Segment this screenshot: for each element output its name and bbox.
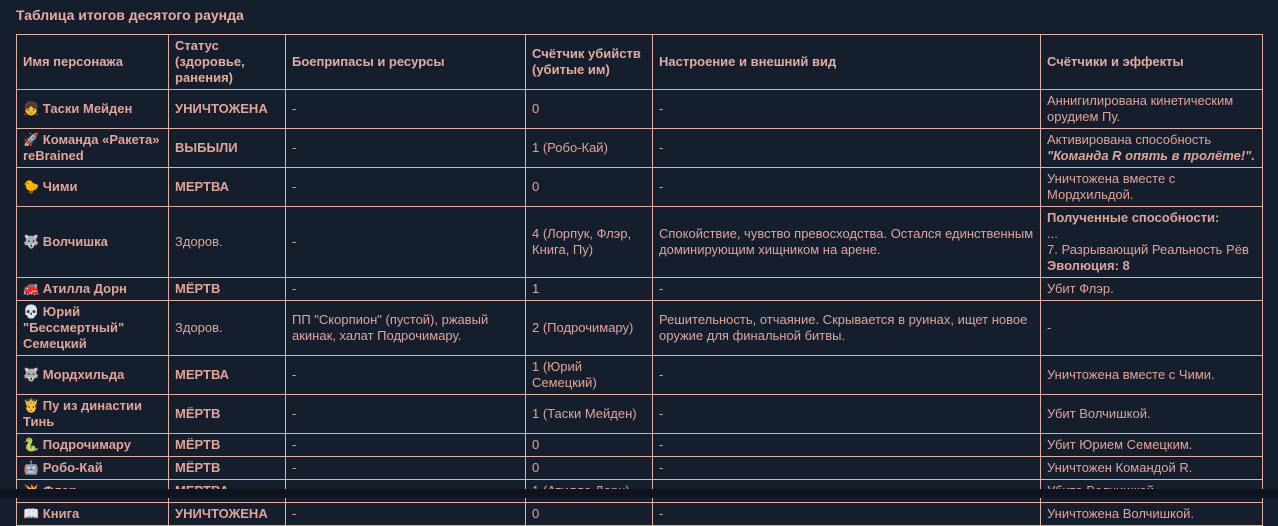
- kills-cell: 0: [526, 168, 653, 207]
- column-header-mood: Настроение и внешний вид: [653, 35, 1041, 90]
- text-run: Полученные способности:: [1047, 210, 1220, 225]
- wolf-icon: 🐺: [23, 234, 40, 249]
- character-name: Волчишка: [39, 234, 108, 249]
- status-cell: МЁРТВ: [169, 457, 286, 480]
- mood-cell: -: [653, 503, 1041, 526]
- table-row: [17, 207, 1263, 278]
- character-name: Юрий "Бессмертный" Семецкий: [23, 304, 125, 351]
- table-header-row: [17, 35, 1263, 90]
- character-name-cell: [17, 168, 169, 207]
- table-row: [17, 434, 1263, 457]
- table-row: [17, 395, 1263, 434]
- window-bottom-edge: [0, 489, 1278, 498]
- character-name-cell: [17, 434, 169, 457]
- text-run: "Команда R опять в пролёте!".: [1047, 148, 1255, 163]
- character-name: Таски Мейден: [39, 101, 133, 116]
- text-run: ...: [1047, 226, 1058, 241]
- status-cell: УНИЧТОЖЕНА: [169, 503, 286, 526]
- text-run: Активирована способность: [1047, 132, 1212, 147]
- effects-cell: [1041, 90, 1263, 129]
- ammo-cell: -: [286, 278, 526, 301]
- ammo-cell: -: [286, 129, 526, 168]
- results-table: [16, 34, 1263, 526]
- chick-icon: 🐤: [23, 179, 40, 194]
- ammo-cell: -: [286, 395, 526, 434]
- effects-cell: [1041, 356, 1263, 395]
- table-row: [17, 301, 1263, 356]
- status-cell: МЁРТВ: [169, 434, 286, 457]
- kills-cell: 4 (Лорпук, Флэр, Книга, Пу): [526, 207, 653, 278]
- mood-cell: -: [653, 356, 1041, 395]
- effects-cell: [1041, 301, 1263, 356]
- results-table-body: [17, 90, 1263, 526]
- character-name-cell: [17, 129, 169, 168]
- text-run: Убит Флэр.: [1047, 281, 1114, 296]
- text-run: Уничтожена вместе с Чими.: [1047, 367, 1215, 382]
- character-name-cell: [17, 207, 169, 278]
- text-run: 7. Разрывающий Реальность Рёв: [1047, 242, 1249, 257]
- column-header-kills: Счётчик убийств (убитые им): [526, 35, 653, 90]
- character-name-cell: [17, 457, 169, 480]
- column-header-effects: Счётчики и эффекты: [1041, 35, 1263, 90]
- character-name: Пу из династии Тинь: [23, 398, 142, 429]
- status-cell: МЕРТВА: [169, 168, 286, 207]
- character-name-cell: [17, 395, 169, 434]
- robot-icon: 🤖: [23, 460, 40, 475]
- page-title: Таблица итогов десятого раунда: [16, 7, 244, 23]
- ammo-cell: -: [286, 90, 526, 129]
- text-run: -: [1047, 320, 1052, 335]
- ammo-cell: -: [286, 457, 526, 480]
- table-row: [17, 90, 1263, 129]
- character-name-cell: [17, 278, 169, 301]
- rocket-icon: 🚀: [23, 132, 40, 147]
- character-name: Команда «Ракета» reBrained: [23, 132, 160, 163]
- text-run: Убит Юрием Семецким.: [1047, 437, 1193, 452]
- character-name: Книга: [39, 506, 80, 521]
- column-header-name: Имя персонажа: [17, 35, 169, 90]
- text-run: Уничтожена Волчишкой.: [1047, 506, 1195, 521]
- mood-cell: -: [653, 395, 1041, 434]
- kills-cell: 1: [526, 278, 653, 301]
- table-row: [17, 457, 1263, 480]
- kills-cell: 0: [526, 90, 653, 129]
- column-header-ammo: Боеприпасы и ресурсы: [286, 35, 526, 90]
- girl-face-icon: 👧: [23, 101, 40, 116]
- status-cell: ВЫБЫЛИ: [169, 129, 286, 168]
- table-row: [17, 356, 1263, 395]
- status-cell: МЁРТВ: [169, 278, 286, 301]
- effects-cell: [1041, 207, 1263, 278]
- open-book-icon: 📖: [23, 506, 40, 521]
- effects-cell: [1041, 434, 1263, 457]
- kills-cell: 2 (Подрочимару): [526, 301, 653, 356]
- mood-cell: -: [653, 434, 1041, 457]
- snake-icon: 🐍: [23, 437, 40, 452]
- status-cell: Здоров.: [169, 301, 286, 356]
- mood-cell: Решительность, отчаяние. Скрывается в руинах, ищет новое оружие для финальной битвы.: [653, 301, 1041, 356]
- ammo-cell: -: [286, 356, 526, 395]
- kills-cell: 0: [526, 434, 653, 457]
- fire-truck-icon: 🚒: [23, 281, 40, 296]
- character-name: Мордхильда: [39, 367, 125, 382]
- mood-cell: -: [653, 457, 1041, 480]
- ammo-cell: -: [286, 503, 526, 526]
- kills-cell: 1 (Юрий Семецкий): [526, 356, 653, 395]
- effects-cell: [1041, 503, 1263, 526]
- kills-cell: 1 (Таски Мейден): [526, 395, 653, 434]
- text-run: Эволюция: 8: [1047, 258, 1130, 273]
- table-row: [17, 503, 1263, 526]
- status-cell: УНИЧТОЖЕНА: [169, 90, 286, 129]
- ammo-cell: ПП "Скорпион" (пустой), ржавый акинак, халат Подрочимару.: [286, 301, 526, 356]
- character-name-cell: [17, 356, 169, 395]
- character-name: Атилла Дорн: [39, 281, 127, 296]
- table-row: [17, 168, 1263, 207]
- effects-cell: [1041, 129, 1263, 168]
- kills-cell: 0: [526, 457, 653, 480]
- wolf-icon: 🐺: [23, 367, 40, 382]
- character-name: Подрочимару: [39, 437, 131, 452]
- table-row: [17, 129, 1263, 168]
- text-run: Уничтожена вместе с Мордхильдой.: [1047, 171, 1176, 202]
- status-cell: МЕРТВА: [169, 356, 286, 395]
- effects-cell: [1041, 168, 1263, 207]
- status-cell: Здоров.: [169, 207, 286, 278]
- mood-cell: -: [653, 129, 1041, 168]
- table-row: [17, 278, 1263, 301]
- kills-cell: 0: [526, 503, 653, 526]
- character-name-cell: [17, 90, 169, 129]
- mood-cell: -: [653, 90, 1041, 129]
- text-run: Уничтожен Командой R.: [1047, 460, 1193, 475]
- ammo-cell: -: [286, 207, 526, 278]
- mood-cell: Спокойствие, чувство превосходства. Остался единственным доминирующим хищником на арене.: [653, 207, 1041, 278]
- character-name-cell: [17, 301, 169, 356]
- character-name-cell: [17, 503, 169, 526]
- column-header-status: Статус (здоровье, ранения): [169, 35, 286, 90]
- text-run: Аннигилирована кинетическим орудием Пу.: [1047, 93, 1234, 124]
- skull-icon: 💀: [23, 304, 40, 319]
- status-cell: МЁРТВ: [169, 395, 286, 434]
- ammo-cell: -: [286, 434, 526, 457]
- effects-cell: [1041, 457, 1263, 480]
- prince-icon: 🤴: [23, 398, 40, 413]
- effects-cell: [1041, 395, 1263, 434]
- kills-cell: 1 (Робо-Кай): [526, 129, 653, 168]
- character-name: Чими: [39, 179, 78, 194]
- ammo-cell: -: [286, 168, 526, 207]
- mood-cell: -: [653, 168, 1041, 207]
- character-name: Робо-Кай: [39, 460, 103, 475]
- effects-cell: [1041, 278, 1263, 301]
- text-run: Убит Волчишкой.: [1047, 406, 1151, 421]
- mood-cell: -: [653, 278, 1041, 301]
